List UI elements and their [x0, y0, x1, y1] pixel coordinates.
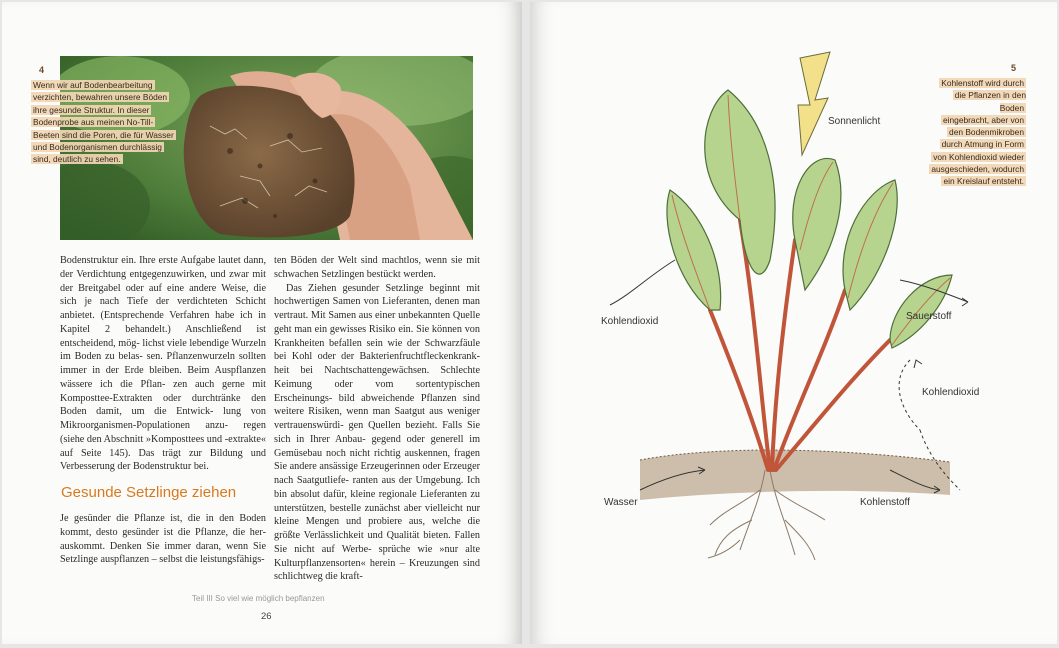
- label-co2-left: Kohlendioxid: [601, 316, 659, 327]
- caption-line: ihre gesunde Struktur. In dieser: [33, 104, 150, 115]
- caption-number: 4: [39, 65, 45, 75]
- paragraph: Bodenstruktur ein. Ihre erste Aufgabe lautet dann, der Verdichtung entgegenzuwirken, und zwar mit der Breitgabel oder auf eine andere Weise, die sich je nach Tiefe der verdichteten Schicht anbietet. (Entsprechende Verfahren habe ich in Kapitel 2 behandelt.) Anschließend ist entscheidend, mög- lichst viele lebendige Wurzeln im Boden zu belas- sen. Pflanzenwurzeln sollten immer in der Erde bleiben. Beim Auspflanzen wässere ich die Pflan- zen auch gerne mit Komposttee-Extrakten oder durchtränke den Boden damit, um die Entwick- lung von Mikroorganismen-Populationen anzu- regen (siehe den Abschnitt »Komposttees und -extrakte« auf Seite 145). Das trägt zur Bildung und Verbesserung der Bodenstruktur bei.: [60, 255, 267, 473]
- label-water: Wasser: [604, 497, 638, 508]
- sunlight-arrow: [798, 52, 830, 155]
- caption-line: den Bodenmikroben: [949, 127, 1024, 138]
- photo-caption: [31, 79, 181, 166]
- caption-line: ausgeschieden, wodurch: [931, 164, 1024, 175]
- caption-line: ein Kreislauf entsteht.: [943, 176, 1024, 187]
- caption-line: und Bodenorganismen durchlässig: [33, 142, 162, 153]
- section-heading: Gesunde Setzlinge ziehen: [61, 484, 237, 501]
- caption-line: sind, deutlich zu sehen.: [33, 154, 121, 165]
- paragraph: Das Ziehen gesunder Setzlinge beginnt mit hochwertigen Samen von Lieferanten, denen man vertraut. Mit Samen aus einer unbekannten Quelle geht man ein gewisses Risiko ein. Sie können von Krankheiten befallen sein wie der Schwarzfäule bei Kohl oder der Bakterienfruchtfleckenkrank- heit bei Nachtschattengewächsen. Schlechte Keimung oder vom sortentypischen Erscheinungs- bild abweichende Pflanzen sind weitere Risiken, wenn man Saatgut aus weniger vertrauenswürdi- gen Quellen bezieht. Falls Sie sich in Ihrer Anbau- gegend oder generell im Gemüsebau noch nicht richtig auskennen, fragen Sie andere ansässige Erzeugerinnen oder Erzeuger nach Saatgutliefe- ranten aus der Umgebung. Ich bin absolut dafür, kleine regionale Lieferanten zu unterstützen, bestelle zunächst aber vielleicht nur kleine Mengen und probiere aus, welche die größte Verlässlichkeit und Qualität bieten. Fallen Sie nicht auf Werbe- sprüche wie »nur alte Kulturpflanzensorten« herein – Kreuzungen sind schlichtweg die kraft-: [274, 282, 481, 583]
- caption-line: von Kohlendioxid wieder: [933, 151, 1024, 162]
- paragraph: Je gesünder die Pflanze ist, die in den Boden kommt, desto gesünder ist die Pflanze, die her- auskommt. Denken Sie immer daran, wenn Sie Setzlinge auspflanzen – selbst die leistungsfähigs-: [60, 513, 266, 566]
- paragraph: ten Böden der Welt sind machtlos, wenn sie mit schwachen Setzlingen bestückt werden.: [274, 255, 480, 280]
- body-column-2: [274, 254, 480, 584]
- caption-line: Kohlenstoff wird durch: [941, 78, 1024, 88]
- body-column-1: [60, 254, 266, 474]
- caption-number: 5: [1011, 63, 1017, 73]
- caption-line: Beeten sind die Poren, die für Wasser: [33, 129, 174, 140]
- plant-carbon-cycle-illustration: [580, 50, 1000, 570]
- caption-line: die Pflanzen in den Boden: [954, 90, 1026, 113]
- label-oxygen: Sauerstoff: [906, 311, 952, 322]
- caption-line: durch Atmung in Form: [941, 139, 1024, 150]
- page-number: 26: [261, 611, 272, 622]
- label-carbon: Kohlenstoff: [860, 497, 910, 508]
- caption-line: eingebracht, aber von: [942, 114, 1024, 125]
- caption-line: Bodenprobe aus meinen No-Till-: [33, 117, 154, 128]
- soil-layer: [640, 450, 950, 500]
- body-column-1b: [60, 512, 266, 567]
- caption-line: verzichten, bewahren unsere Böden: [33, 92, 168, 103]
- label-sunlight: Sonnenlicht: [828, 116, 881, 127]
- label-co2-right: Kohlendioxid: [922, 387, 980, 398]
- caption-line: Wenn wir auf Bodenbearbeitung: [33, 80, 153, 90]
- running-footer: Teil III So viel wie möglich bepflanzen: [192, 594, 325, 603]
